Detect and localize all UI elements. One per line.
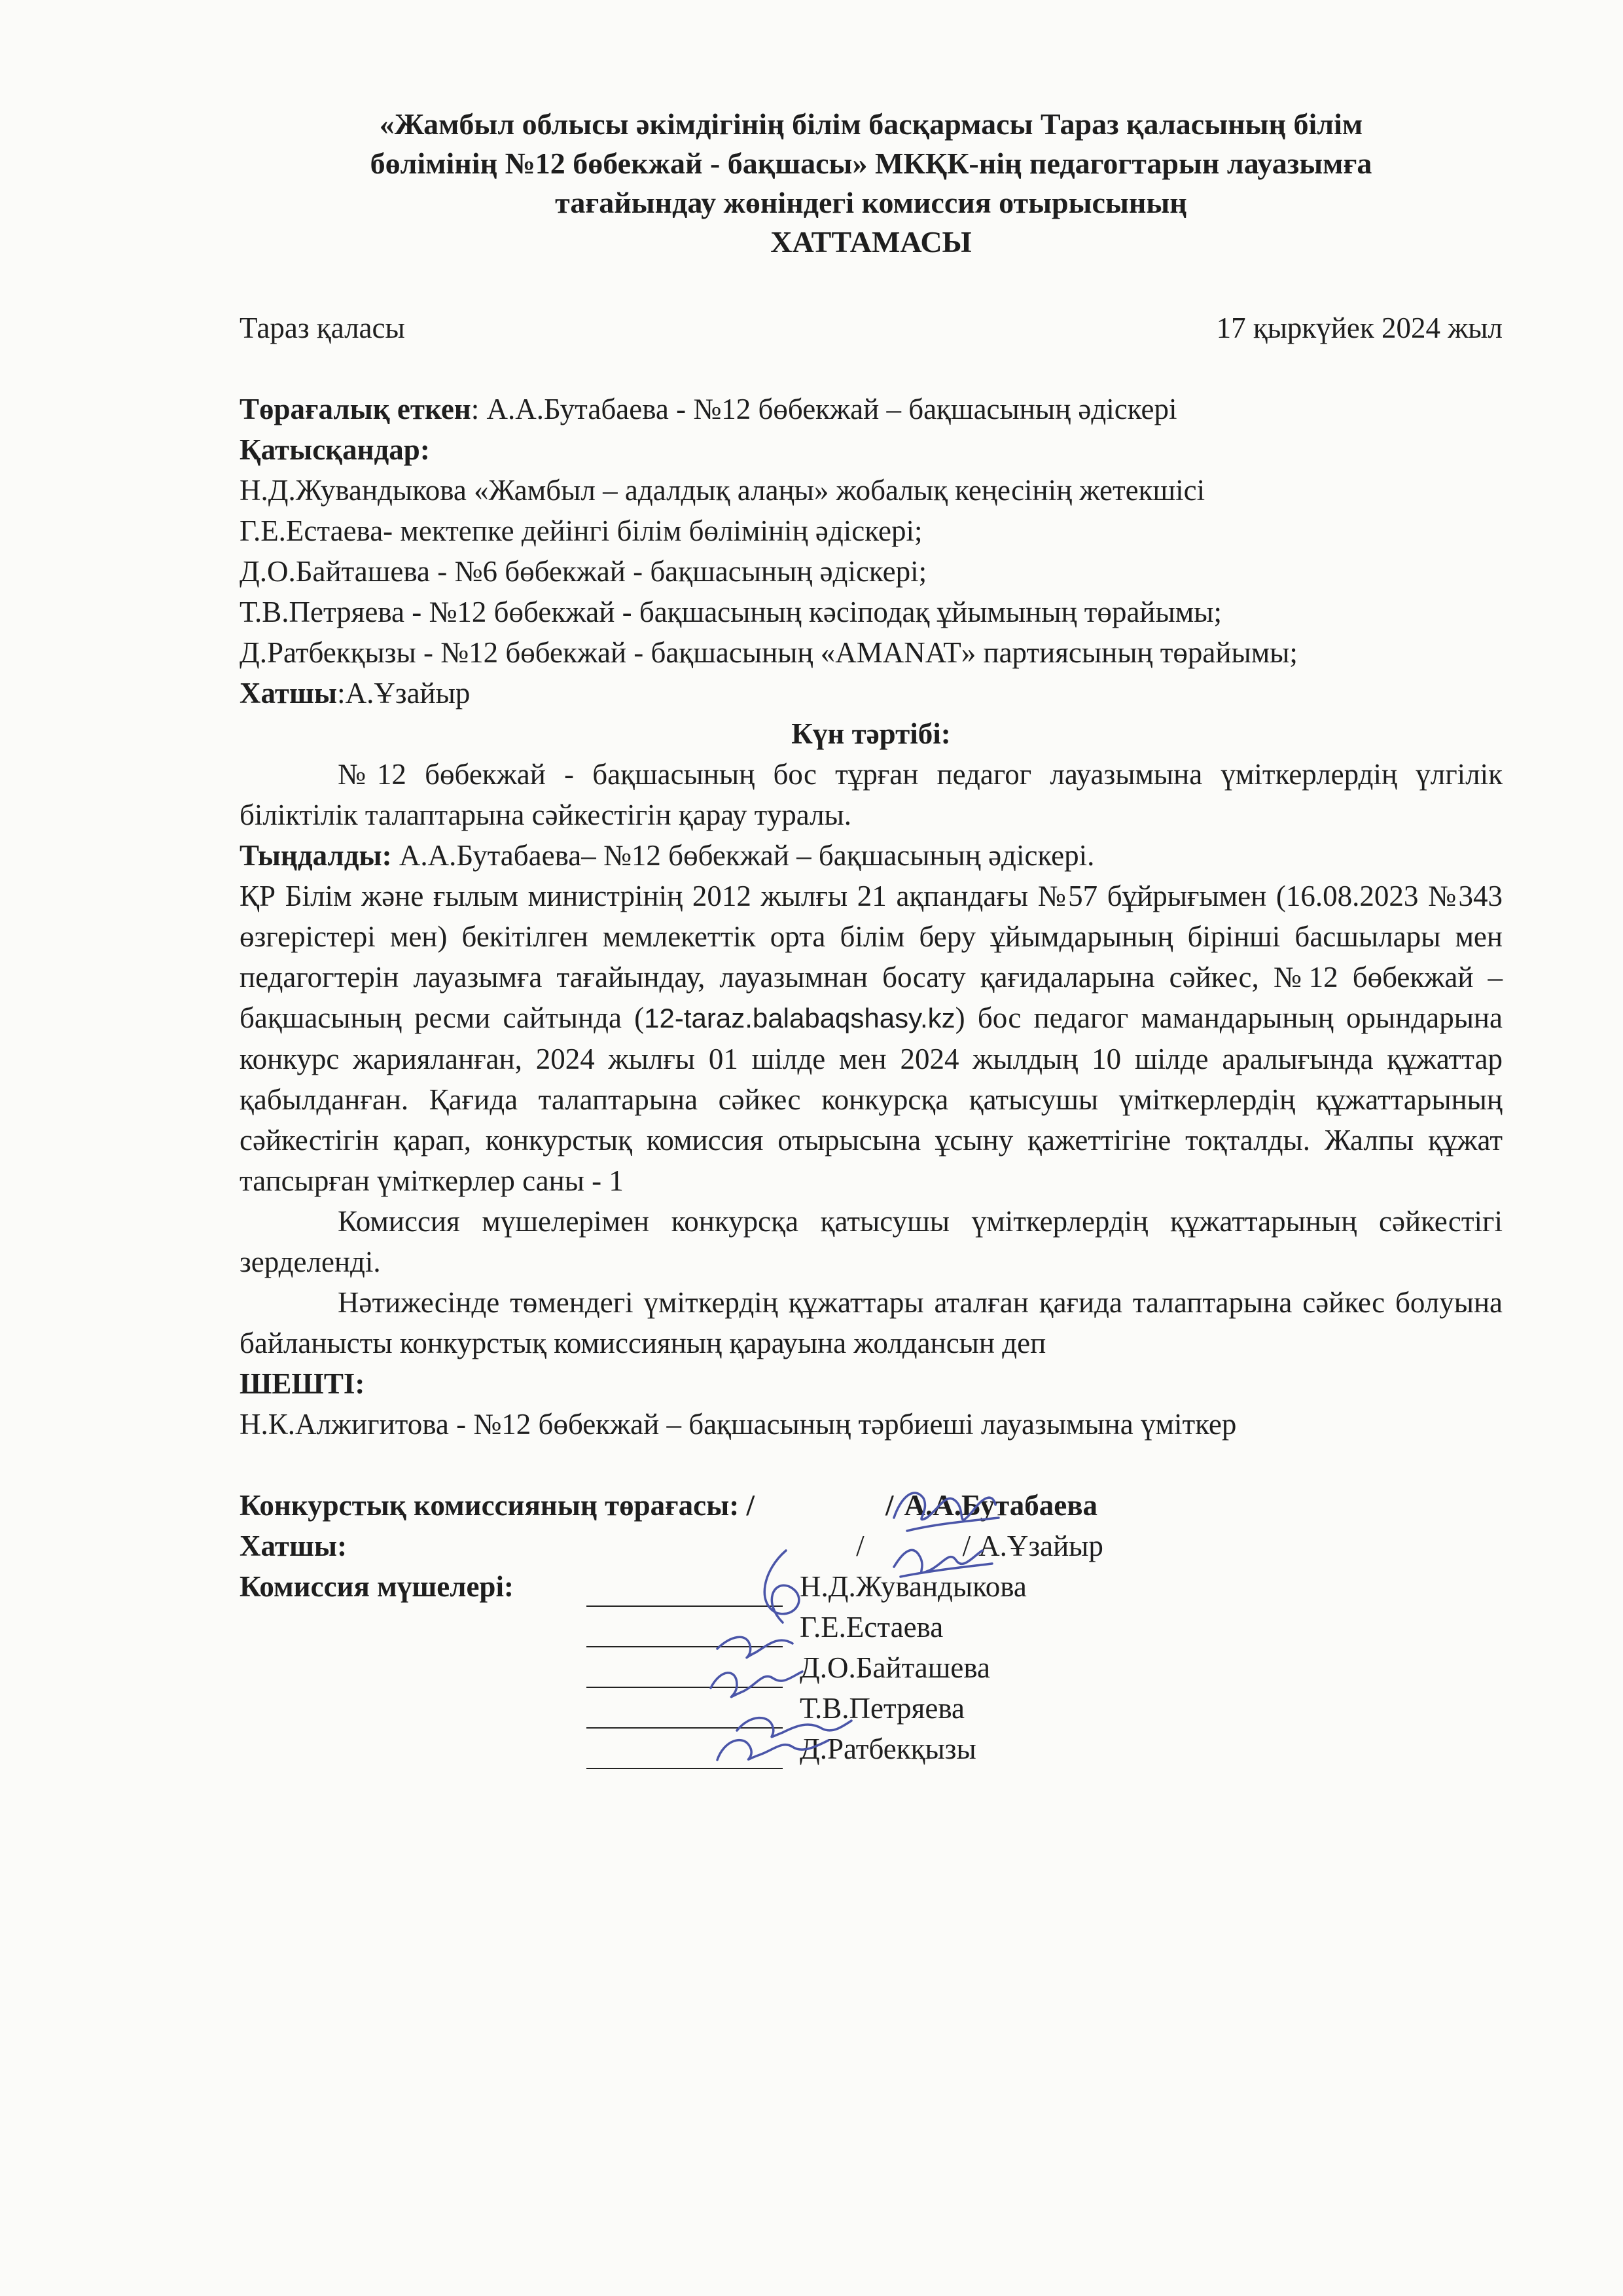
member-name-1: Н.Д.Жувандыкова <box>800 1570 1027 1603</box>
signature-line <box>586 1739 783 1769</box>
secretary-line <box>240 673 1503 713</box>
member-name-4: Т.В.Петряева <box>800 1692 965 1725</box>
chair-text: : А.А.Бутабаева - №12 бөбекжай – бақшасының әдіскері <box>471 393 1177 425</box>
website-url: 12-taraz.balabaqshasy.kz <box>644 1003 955 1033</box>
secretary-slash-left: / <box>856 1530 865 1562</box>
participant-item-2: Г.Е.Естаева- мектепке дейінгі білім бөлімінің әдіскері; <box>240 514 923 547</box>
place-date-row <box>240 308 1503 348</box>
signatures-block <box>240 1485 1503 1769</box>
document-type-title: ХАТТАМАСЫ <box>770 225 972 259</box>
agenda-heading: Күн тәртібі: <box>791 717 951 750</box>
signature-line <box>586 1698 783 1729</box>
secretary-slash-right: / <box>962 1530 971 1562</box>
member-signature-row-5 <box>240 1729 1503 1769</box>
member-name-2: Г.Е.Естаева <box>800 1611 944 1643</box>
body-p1-end: ) бос педагог мамандарының орындарына конкурс жарияланған, 2024 жылғы 01 шілде мен 2024 жылдың 10 шілде аралығында құжаттар қабылданған. Қағида талаптарына сәйкес конкурсқа қатысушы үміткерлердің құжаттарының сәйкестігін қарап, конкурстық комиссия отырысына ұсыну қажеттігіне тоқталды. Жалпы құжат тапсырған үміткерлер саны - 1 <box>240 1001 1503 1197</box>
member-signature-row-1 <box>240 1566 1503 1607</box>
participant-item-1: Н.Д.Жувандыкова «Жамбыл – адалдық алаңы» жобалық кеңесінің жетекшісі <box>240 474 1205 507</box>
chair-label: Төрағалық еткен <box>240 393 471 425</box>
body-paragraph-2: Комиссия мүшелерімен конкурсқа қатысушы үміткерлердің құжаттарының сәйкестігі зерделенді. <box>240 1205 1503 1278</box>
participant-item-5: Д.Ратбекқызы - №12 бөбекжай - бақшасының «AMANAT» партиясының төрайымы; <box>240 636 1298 669</box>
secretary-signature-row <box>240 1526 1503 1566</box>
participant-item-4: Т.В.Петряева - №12 бөбекжай - бақшасының кәсіподақ ұйымының төрайымы; <box>240 596 1222 628</box>
secretary-signature-name: А.Ұзайыр <box>978 1530 1103 1562</box>
signature-line <box>586 1577 783 1607</box>
member-signature-row-3 <box>240 1647 1503 1688</box>
member-name-5: Д.Ратбекқызы <box>800 1732 976 1765</box>
header-title-line1: «Жамбыл облысы әкімдігінің білім басқармасы Тараз қаласының білім <box>379 107 1363 141</box>
heard-label: Тыңдалды: <box>240 839 392 872</box>
document-page <box>240 105 1503 1769</box>
chair-signature-name: А.А.Бутабаева <box>904 1489 1098 1522</box>
chair-signature-slash: / <box>885 1489 894 1522</box>
city-text: Тараз қаласы <box>240 312 405 344</box>
secretary-signature-label: Хатшы: <box>240 1530 348 1562</box>
body-paragraph-1 <box>240 876 1503 1201</box>
chair-signature-label: Конкурстық комиссияның төрағасы: / <box>240 1489 755 1522</box>
chair-line <box>240 389 1503 429</box>
body-paragraph-3: Нәтижесінде төмендегі үміткердің құжаттары аталған қағида талаптарына сәйкес болуына байланысты конкурстық комиссияның қарауына жолдансын деп <box>240 1286 1503 1359</box>
participant-item-3: Д.О.Байташева - №6 бөбекжай - бақшасының әдіскері; <box>240 555 927 588</box>
signature-line <box>586 1617 783 1647</box>
members-label: Комиссия мүшелері: <box>240 1570 514 1603</box>
member-signature-row-4 <box>240 1688 1503 1729</box>
body-p1-start: ҚР Білім және ғылым министрінің 2012 жылғы 21 ақпандағы №57 бұйрығымен (16.08.2023 №343 өзгерістері мен) бекітілген мемлекеттік орта білім беру ұйымдарының бірінші басшылары мен педагогтерін лауазымға тағайындау, лауазымнан босату қағидаларына сәйкес, №12 бөбекжай – бақшасының ресми сайтында ( <box>240 880 1503 1034</box>
participants-label: Қатысқандар: <box>240 433 430 466</box>
header-title-line3: тағайындау жөніндегі комиссия отырысының <box>555 186 1187 219</box>
heard-line <box>240 835 1503 876</box>
header-title-line2: бөлімінің №12 бөбекжай - бақшасы» МКҚК-нің педагогтарын лауазымға <box>370 147 1372 180</box>
date-text: 17 қыркүйек 2024 жыл <box>1216 312 1503 344</box>
decision-label: ШЕШТІ: <box>240 1367 365 1400</box>
agenda-text: №12 бөбекжай - бақшасының бос тұрған педагог лауазымына үміткерлердің үлгілік біліктілік талаптарына сәйкестігін қарау туралы. <box>240 758 1503 831</box>
decision-text: Н.К.Алжигитова - №12 бөбекжай – бақшасының тәрбиеші лауазымына үміткер <box>240 1408 1237 1441</box>
secretary-text: :А.Ұзайыр <box>337 677 471 709</box>
secretary-label: Хатшы <box>240 677 338 709</box>
chair-signature-row <box>240 1485 1503 1526</box>
member-signature-row-2 <box>240 1607 1503 1647</box>
heard-text: А.А.Бутабаева– №12 бөбекжай – бақшасының әдіскері. <box>391 839 1095 872</box>
signature-line <box>586 1658 783 1688</box>
member-name-3: Д.О.Байташева <box>800 1651 991 1684</box>
